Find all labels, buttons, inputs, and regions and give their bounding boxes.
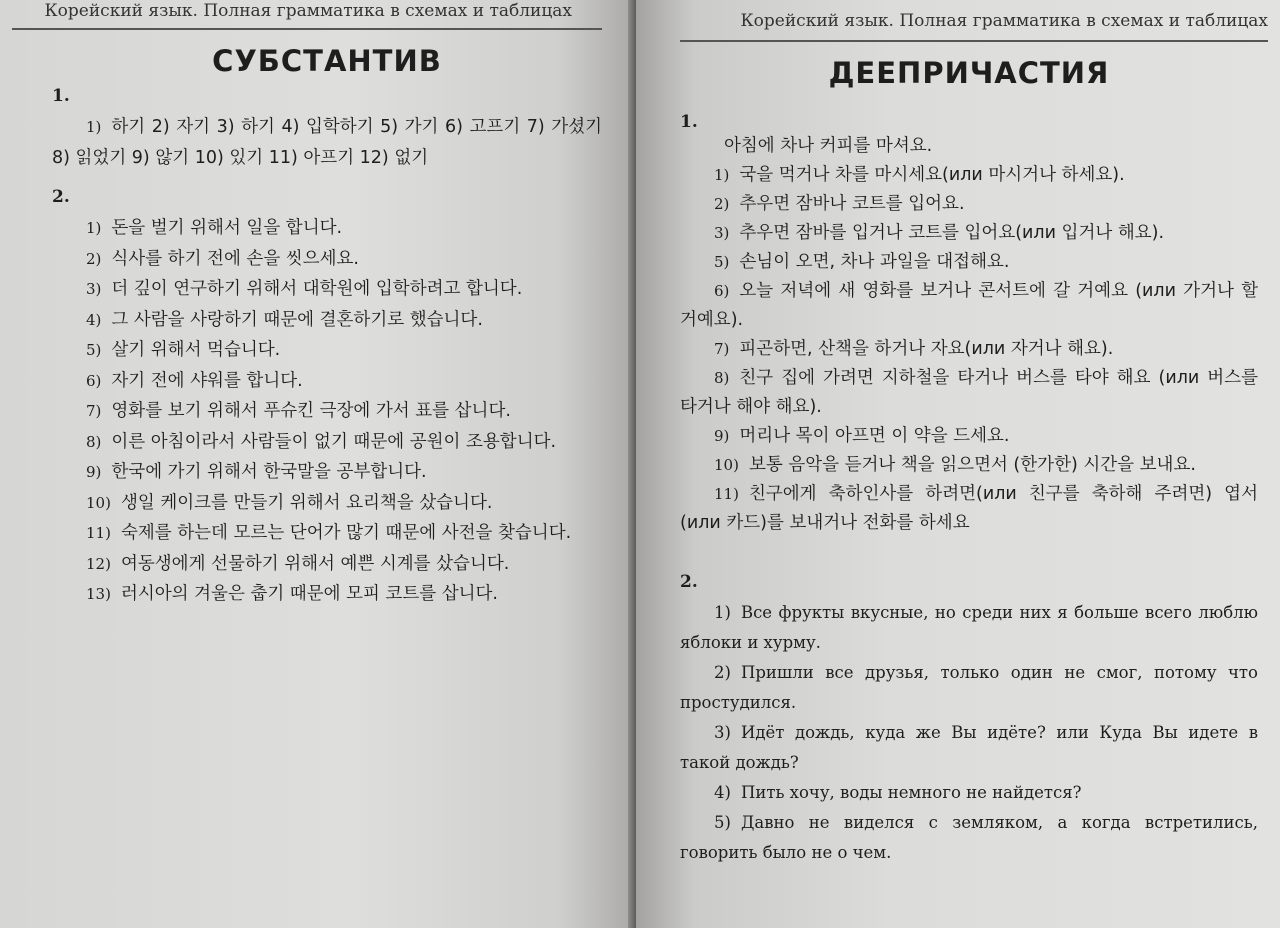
item-text: 러시아의 겨울은 춥기 때문에 모피 코트를 삽니다. — [120, 584, 498, 604]
item-text: 아침에 차나 커피를 마셔요. — [724, 136, 933, 156]
item-number: 13) — [86, 585, 111, 603]
item-number: 2) — [714, 195, 730, 213]
item-number: 11) — [714, 485, 739, 503]
page-title-right: ДЕЕПРИЧАСТИЯ — [828, 56, 1110, 90]
item-text: 하기 2) 자기 3) 하기 4) 입학하기 5) 가기 6) 고프기 7) 가셨기 8) 읽었기 9) 않기 10) 있기 11) 아프기 12) 없기 — [52, 117, 602, 168]
item-text: 손님이 오면, 차나 과일을 대접해요. — [739, 252, 1010, 272]
list-item — [680, 778, 1258, 808]
item-text: 영화를 보기 위해서 푸슈킨 극장에 가서 표를 삽니다. — [111, 401, 511, 421]
item-number: 5) — [714, 253, 730, 271]
item-number: 2) — [86, 249, 102, 268]
item-number: 3) — [714, 224, 730, 242]
list-item — [52, 366, 602, 397]
list-item — [52, 427, 602, 458]
item-text: 추우면 잠바를 입거나 코트를 입어요(или 입거나 해요). — [739, 223, 1165, 243]
item-number: 1) — [714, 166, 730, 184]
item-text: 피곤하면, 산책을 하거나 자요(или 자거나 해요). — [739, 339, 1114, 359]
list-item — [680, 422, 1258, 451]
list-item — [680, 808, 1258, 868]
item-number: 9) — [86, 463, 102, 481]
item-text: Все фрукты вкусные, но среди них я больше всего люблю яблоки и хурму. — [680, 603, 1258, 652]
item-text: 머리나 목이 아프면 이 약을 드세요. — [739, 426, 1010, 446]
list-item — [52, 274, 602, 305]
list-item — [52, 305, 602, 336]
list-item — [680, 718, 1258, 778]
item-number: 6) — [714, 282, 730, 300]
right-section-1 — [680, 112, 1258, 538]
list-item — [680, 190, 1258, 219]
item-text: Идёт дождь, куда же Вы идёте? или Куда Вы идете в такой дождь? — [680, 723, 1258, 772]
list-item — [52, 457, 602, 488]
item-number: 8) — [714, 369, 730, 387]
right-page — [636, 0, 1280, 928]
list-item — [52, 213, 602, 244]
item-number: 6) — [86, 371, 102, 390]
section-2-number-left: 2. — [52, 187, 70, 207]
list-item — [680, 658, 1258, 718]
list-item — [52, 112, 602, 173]
item-text: 생일 케이크를 만들기 위해서 요리책을 샀습니다. — [120, 492, 493, 513]
list-item — [680, 219, 1258, 248]
list-item — [680, 480, 1258, 538]
item-text: 오늘 저녁에 새 영화를 보거나 콘서트에 갈 거예요 (или 가거나 할 거예요). — [680, 281, 1258, 330]
list-item — [52, 244, 602, 275]
item-text: 추우면 잠바나 코트를 입어요. — [739, 194, 965, 214]
item-text: Пить хочу, воды немного не найдется? — [740, 783, 1082, 802]
running-head-right: Корейский язык. Полная грамматика в схемах и таблицах — [680, 0, 1268, 42]
item-text: 그 사람을 사랑하기 때문에 결혼하기로 했습니다. — [111, 309, 483, 330]
item-text: 친구 집에 가려면 지하철을 타거나 버스를 타야 해요 (или 버스를 타거나 해야 해요). — [680, 368, 1258, 417]
item-text: 식사를 하기 전에 손을 씻으세요. — [111, 248, 359, 269]
item-number: 4) — [86, 310, 102, 329]
item-number: 3) — [86, 280, 102, 298]
list-item — [680, 598, 1258, 658]
list-item — [52, 488, 602, 519]
item-text: 국을 먹거나 차를 마시세요(или 마시거나 하세요). — [739, 165, 1125, 185]
list-item — [52, 579, 602, 610]
list-item — [680, 161, 1258, 190]
item-text: 돈을 벌기 위해서 일을 합니다. — [111, 218, 343, 238]
item-text: Пришли все друзья, только один не смог, потому что простудился. — [680, 663, 1258, 712]
section-1-number-right: 1. — [680, 112, 698, 132]
list-item — [680, 335, 1258, 364]
left-page — [0, 0, 636, 928]
item-number: 7) — [86, 402, 102, 420]
item-text: 숙제를 하는데 모르는 단어가 많기 때문에 사전을 찾습니다. — [120, 523, 572, 543]
item-text: Давно не виделся с земляком, а когда встретились, говорить было не о чем. — [680, 813, 1258, 862]
list-item — [680, 248, 1258, 277]
item-number: 5) — [86, 341, 102, 359]
section-2-number-right: 2. — [680, 572, 698, 592]
item-text: 보통 음악을 듣거나 책을 읽으면서 (한가한) 시간을 보내요. — [748, 455, 1196, 475]
list-item — [52, 549, 602, 580]
item-number: 1) — [86, 118, 102, 136]
section-1-number-left: 1. — [52, 86, 70, 106]
item-number: 5) — [714, 813, 731, 832]
item-text: 살기 위해서 먹습니다. — [111, 340, 281, 360]
list-item — [680, 132, 1258, 161]
item-number: 4) — [714, 783, 731, 802]
list-item — [680, 277, 1258, 335]
item-number: 10) — [714, 456, 739, 474]
item-text: 이른 아침이라서 사람들이 없기 때문에 공원이 조용합니다. — [111, 431, 557, 452]
running-head-left: Корейский язык. Полная грамматика в схемах и таблицах — [12, 0, 602, 30]
list-item — [52, 335, 602, 366]
list-item — [52, 396, 602, 427]
item-number: 12) — [86, 554, 111, 573]
item-number: 8) — [86, 432, 102, 451]
item-text: 한국에 가기 위해서 한국말을 공부합니다. — [111, 462, 427, 482]
list-item — [680, 364, 1258, 422]
item-number: 1) — [86, 219, 102, 237]
list-item — [680, 451, 1258, 480]
item-number: 11) — [86, 524, 111, 542]
item-number: 9) — [714, 427, 730, 445]
item-text: 친구에게 축하인사를 하려면(или 친구를 축하해 주려면) 엽서(или 카드)를 보내거나 전화를 하세요 — [680, 484, 1258, 533]
item-text: 자기 전에 샤워를 합니다. — [111, 370, 303, 391]
page-title-left: СУБСТАНТИВ — [212, 44, 442, 78]
item-number: 7) — [714, 340, 730, 358]
item-text: 더 깊이 연구하기 위해서 대학원에 입학하려고 합니다. — [111, 279, 523, 299]
list-item — [52, 518, 602, 549]
item-number: 1) — [714, 603, 731, 622]
item-text: 여동생에게 선물하기 위해서 예쁜 시계를 샀습니다. — [120, 553, 510, 574]
item-number: 2) — [714, 663, 731, 682]
item-number: 10) — [86, 493, 111, 512]
item-number: 3) — [714, 723, 731, 742]
